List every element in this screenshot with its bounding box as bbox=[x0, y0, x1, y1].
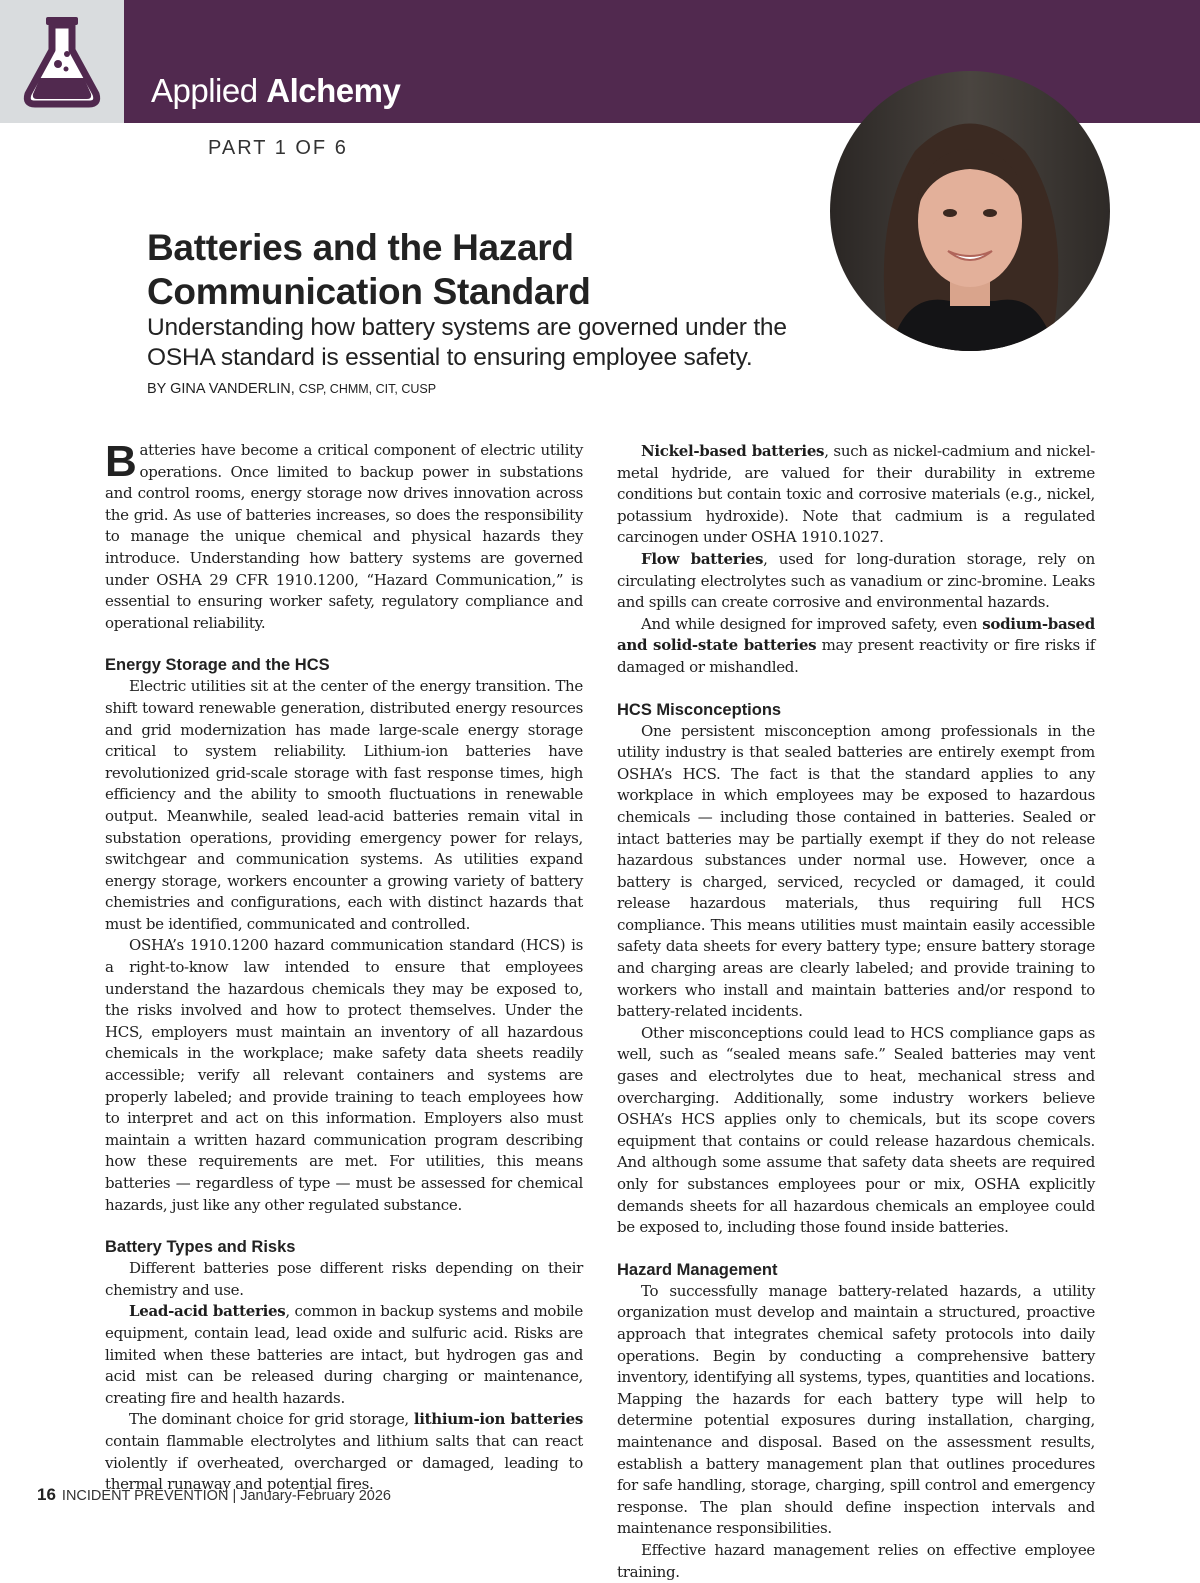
nickel-text: , such as nickel-cadmium and nickel-metal hydride, are valued for their durability in extreme conditions but contain toxic and corrosive materials (e.g., nickel, potassium hydroxide). Note that cadmium is a regulated carcinogen under OSHA 1910.1027. bbox=[617, 442, 1095, 547]
left-column bbox=[105, 437, 583, 1496]
drop-cap: B bbox=[105, 437, 137, 486]
flow-term: Flow batteries bbox=[641, 549, 764, 568]
intro-paragraph bbox=[105, 437, 583, 634]
heading-misconceptions: HCS Misconceptions bbox=[617, 700, 782, 719]
sodium-intro: And while designed for improved safety, even bbox=[641, 614, 983, 633]
sodium-paragraph bbox=[617, 614, 1095, 679]
section-name-bold: Alchemy bbox=[266, 72, 401, 109]
intro-text: atteries have become a critical component of electric utility operations. Once limited to backup power in substations and control rooms, energy storage now drives innovation across the grid. As use of batteries increases, so does the responsibility to manage the unique chemical and physical hazards they introduce. Understanding how battery systems are governed under OSHA 29 CFR 1910.1200, “Hazard Communication,” is essential to ensuring worker safety, regulatory compliance and operational reliability. bbox=[105, 441, 583, 632]
lithium-ion-term: lithium-ion batteries bbox=[413, 1410, 583, 1429]
byline-credentials: CSP, CHMM, CIT, CUSP bbox=[298, 382, 437, 396]
section-name-light: Applied bbox=[151, 72, 258, 109]
article-title: Batteries and the Hazard Communication Standard bbox=[147, 227, 591, 312]
energy-paragraph-2: OSHA’s 1910.1200 hazard communication standard (HCS) is a right-to-know law intended to ensure that employees understand the hazardous chemicals they may be exposed to, the risks involved and how to protect themselves. Under the HCS, employers must maintain an inventory of all hazardous chemicals in the workplace; make safety data sheets readily accessible; verify all relevant containers and systems are properly labeled; and provide training to teach employees how to interpret and act on this information. Employers also must maintain a written hazard communication program describing how these requirements are met. For utilities, this means batteries — regardless of type — must be assessed for chemical hazards, just like any other regulated substance. bbox=[105, 936, 583, 1214]
energy-paragraph-1: Electric utilities sit at the center of the energy transition. The shift toward renewable generation, distributed energy resources and grid modernization has made large-scale energy storage critical to system reliability. Lithium-ion batteries have revolutionized grid-scale storage with fast response times, high efficiency and the ability to smooth fluctuations in renewable output. Meanwhile, sealed lead-acid batteries remain vital in substation operations, providing emergency power for relays, switchgear and communication systems. As utilities expand energy storage, workers encounter a growing variety of battery chemistries and configurations, each with distinct hazards that must be identified, communicated and controlled. bbox=[105, 677, 583, 933]
lead-acid-term: Lead-acid batteries bbox=[129, 1302, 286, 1321]
flask-icon bbox=[20, 14, 104, 110]
sodium-text: may present reactivity or fire risks if damaged or mishandled. bbox=[617, 636, 1095, 676]
right-column bbox=[617, 441, 1095, 1583]
lead-acid-text: , common in backup systems and mobile equipment, contain lead, lead oxide and sulfuric acid. Risks are limited when these batteries are intact, but hydrogen gas and acid mist can be released during charging or maintenance, creating fire and health hazards. bbox=[105, 1302, 583, 1407]
nickel-paragraph bbox=[617, 441, 1095, 549]
hazard-paragraph-1: To successfully manage battery-related hazards, a utility organization must develop and maintain a structured, proactive approach that integrates chemical safety protocols into daily operations. Begin by conducting a comprehensive battery inventory, identifying all systems, types, quantities and locations. Mapping the hazards for each battery type will help to determine potential exposures during installation, charging, maintenance and disposal. Based on the assessment results, establish a battery management plan that outlines procedures for safe handling, storage, charging, spill control and emergency response. The plan should define inspection intervals and maintenance responsibilities. bbox=[617, 1281, 1095, 1538]
sodium-term: sodium-based and solid-state batteries bbox=[617, 614, 1095, 655]
lithium-ion-text: contain flammable electrolytes and lithium salts that can react violently if overheated, overcharged or damaged, leading to thermal runaway and potential fires. bbox=[105, 1431, 583, 1494]
page-number: 16 bbox=[37, 1485, 56, 1504]
flow-text: , used for long-duration storage, rely on circulating electrolytes such as vanadium or zinc-bromine. Leaks and spills can create corrosive and environmental hazards. bbox=[617, 549, 1095, 612]
misconceptions-paragraph-1: One persistent misconception among professionals in the utility industry is that sealed batteries are entirely exempt from OSHA’s HCS. The fact is that the standard applies to any workplace in which employees may be exposed to hazardous chemicals — including those contained in batteries. Sealed or intact batteries may be partially exempt if they do not release hazardous substances under normal use. However, once a battery is charged, serviced, recycled or damaged, it could release hazardous materials, thus requiring full HCS compliance. This means utilities must maintain easily accessible safety data sheets for every battery type; ensure battery storage and charging areas are clearly labeled; and provide training to workers who install and maintain batteries and/or respond to battery-related incidents. bbox=[617, 721, 1095, 1021]
hazard-paragraph-2: Effective hazard management relies on effective employee training. bbox=[617, 1540, 1095, 1581]
types-paragraph: Different batteries pose different risks depending on their chemistry and use. bbox=[105, 1259, 583, 1299]
footer-text: INCIDENT PREVENTION | January-February 2026 bbox=[61, 1488, 391, 1504]
lead-acid-paragraph bbox=[105, 1301, 583, 1409]
article-subtitle: Understanding how battery systems are governed under the OSHA standard is essential to ensuring employee safety. bbox=[147, 314, 787, 371]
lithium-ion-paragraph bbox=[105, 1409, 583, 1495]
heading-hazard-management: Hazard Management bbox=[617, 1260, 778, 1279]
heading-energy-storage: Energy Storage and the HCS bbox=[105, 656, 330, 675]
heading-battery-types: Battery Types and Risks bbox=[105, 1238, 296, 1257]
byline bbox=[147, 381, 436, 397]
section-icon-box bbox=[0, 0, 124, 123]
series-part-label: PART 1 OF 6 bbox=[208, 137, 348, 159]
author-photo bbox=[830, 71, 1110, 351]
section-name bbox=[151, 72, 400, 110]
byline-name: BY GINA VANDERLIN, bbox=[147, 381, 295, 397]
flow-paragraph bbox=[617, 549, 1095, 614]
page-footer bbox=[37, 1485, 391, 1505]
nickel-term: Nickel-based batteries bbox=[641, 442, 825, 460]
lithium-ion-intro: The dominant choice for grid storage, bbox=[129, 1410, 414, 1429]
misconceptions-paragraph-2: Other misconceptions could lead to HCS compliance gaps as well, such as “sealed means safe.” Sealed batteries may vent gases and electrolytes due to heat, mechanical stress and overcharging. Additionally, some industry workers believe OSHA’s HCS applies only to chemicals, but its scope covers equipment that contains or could release hazardous chemicals. And although some assume that safety data sheets are required only for substances employees pour or mix, OSHA explicitly demands sheets for all hazardous chemicals an employee could be exposed to, including those found inside batteries. bbox=[617, 1023, 1095, 1237]
